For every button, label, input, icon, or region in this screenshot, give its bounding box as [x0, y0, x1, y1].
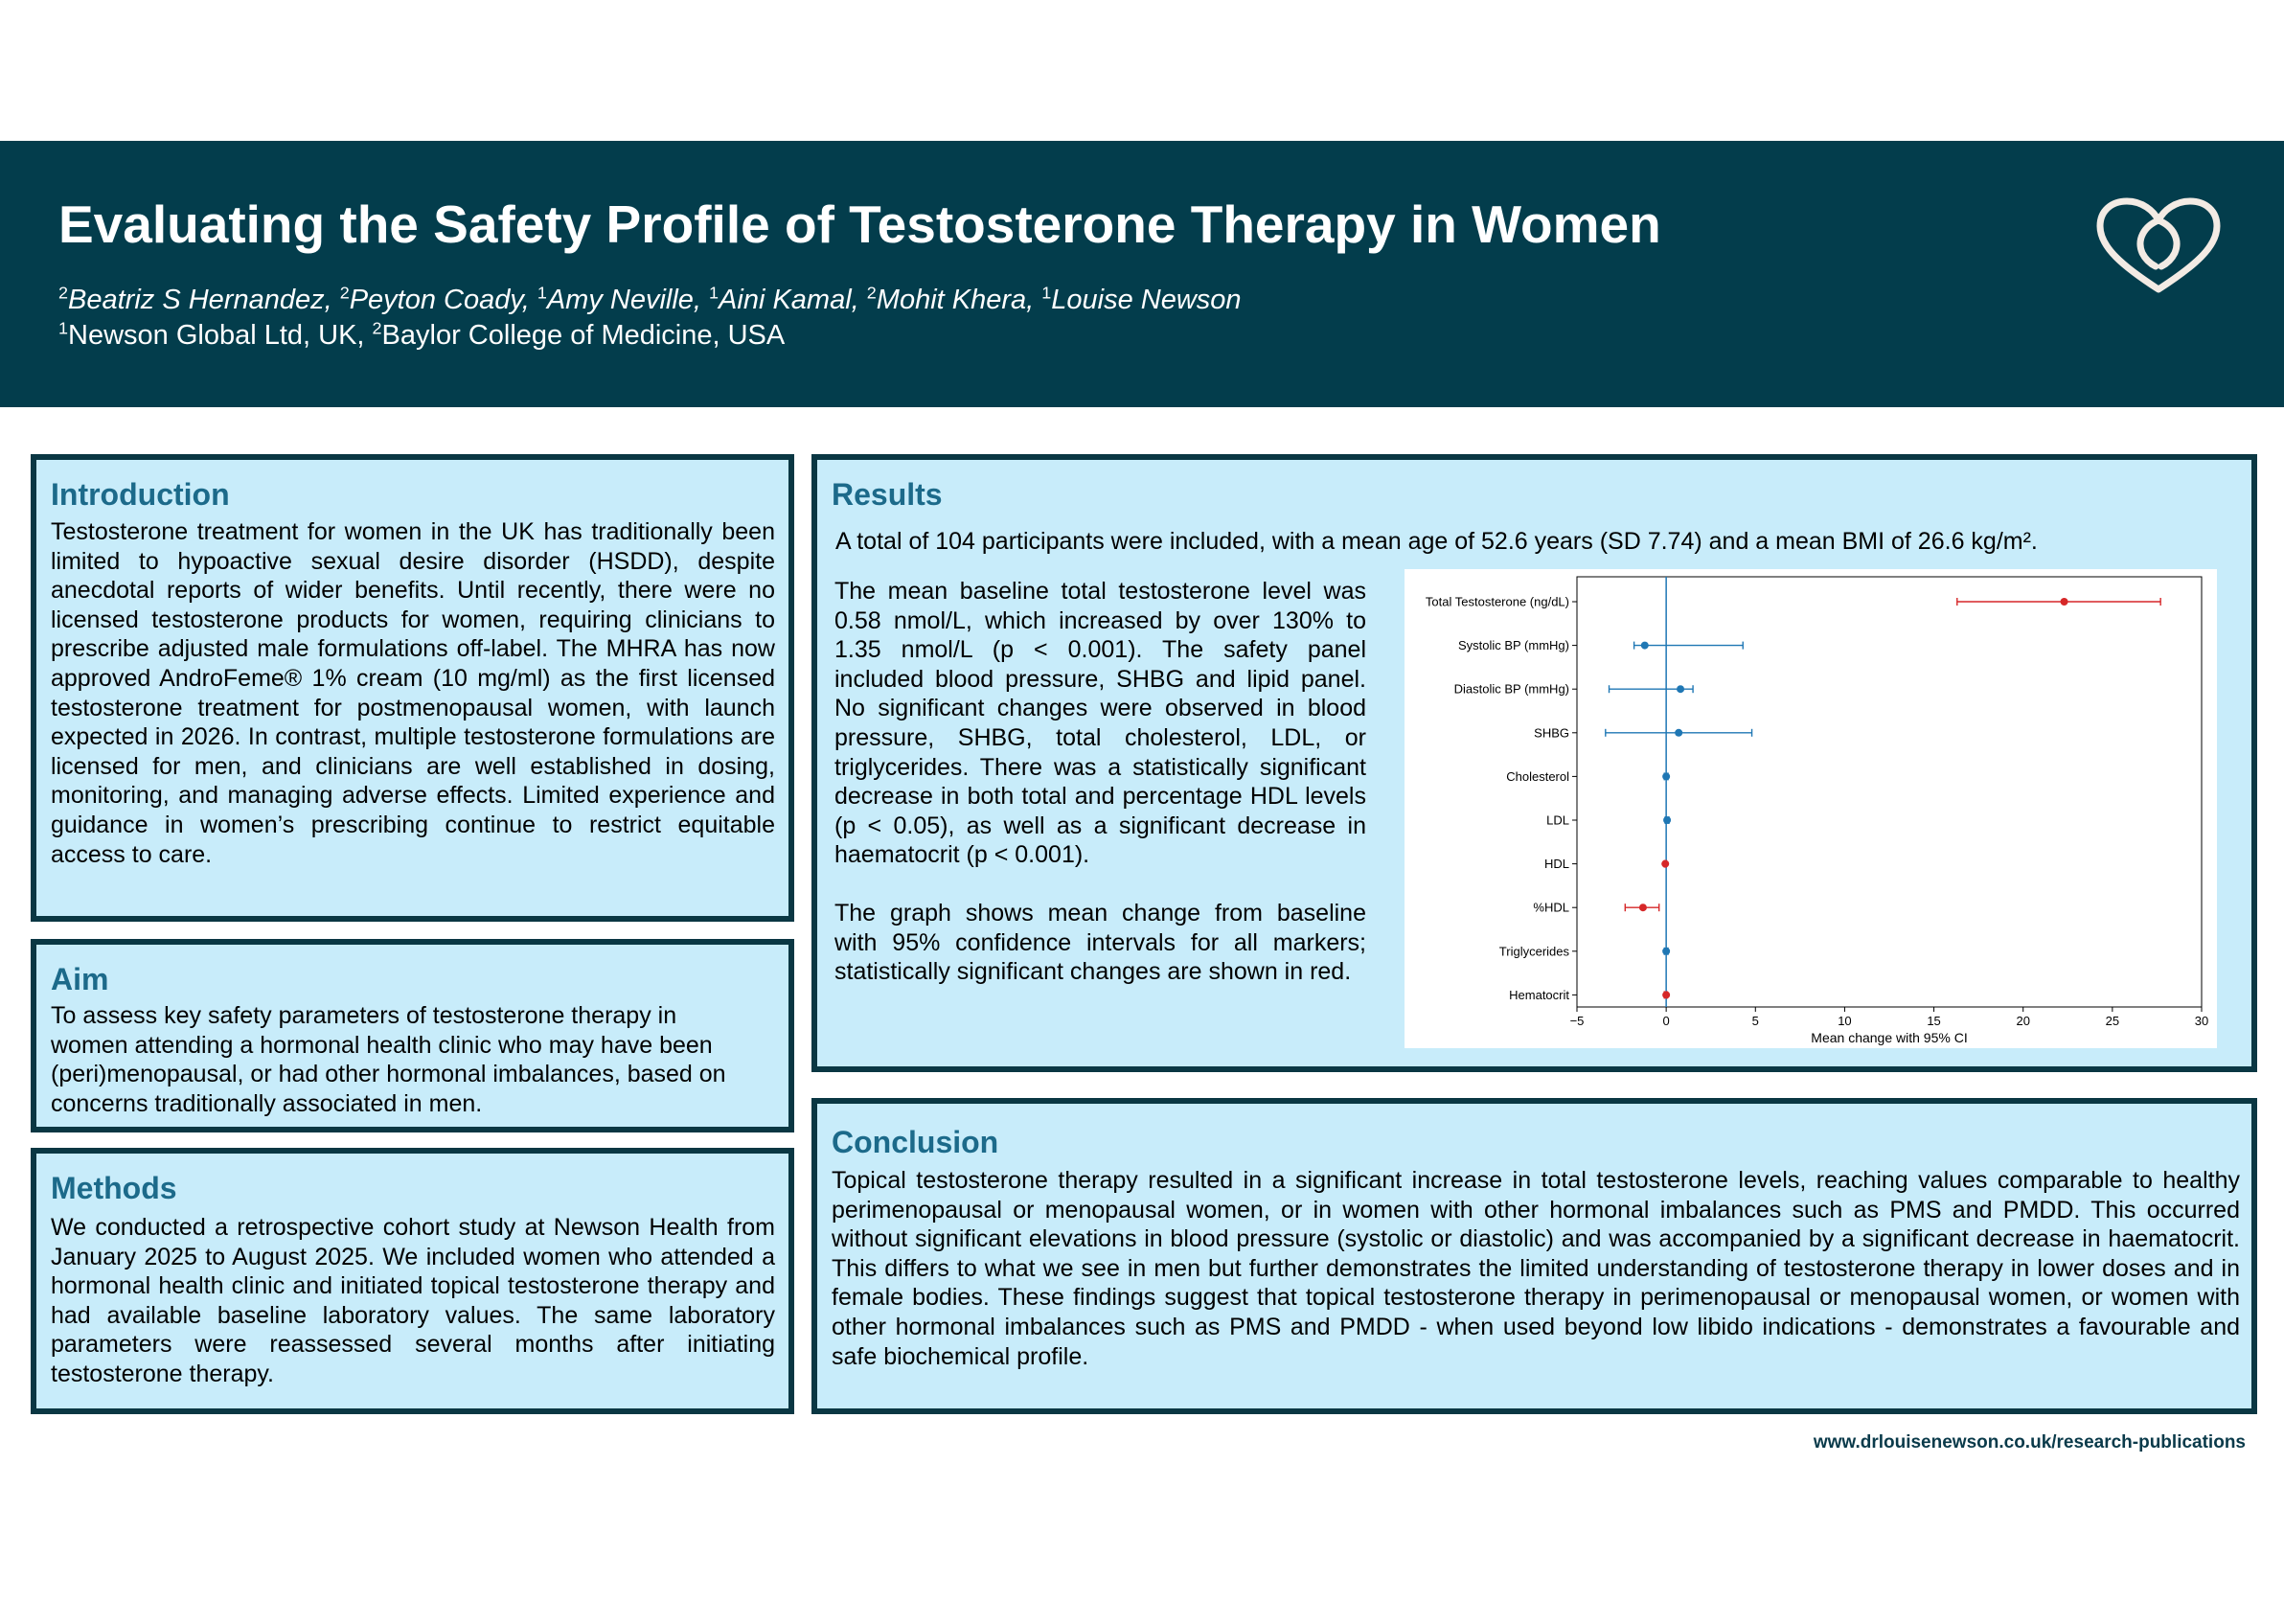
- introduction-text: Testosterone treatment for women in the UK has traditionally been limited to hypoactive sexual desire disorder (HSDD), despite anecdotal reports of wider benefits. Until recently, there were no licensed testosterone products for women, requiring clinicians to prescribe adjusted male formulations off-label. The MHRA has now approved AndroFeme® 1% cream (10 mg/ml) as the first licensed testosterone treatment for postmenopausal women, with launch expected in 2026. In contrast, multiple testosterone formulations are licensed for men, and clinicians are well established in dosing, monitoring, and managing adverse effects. Limited experience and guidance in women’s prescribing continue to restrict equitable access to care.: [51, 518, 775, 868]
- mean-point: [1677, 685, 1684, 693]
- y-tick-label: Total Testosterone (ng/dL): [1425, 594, 1569, 609]
- mean-point: [1675, 729, 1682, 737]
- x-tick-label: −5: [1569, 1014, 1585, 1028]
- aim-heading: Aim: [51, 962, 109, 996]
- y-tick-label: LDL: [1546, 812, 1569, 828]
- mean-point: [1662, 772, 1670, 780]
- mean-point: [1641, 642, 1649, 650]
- affiliation-list: [58, 320, 785, 352]
- author-entry: $^1$Louise Newson: [1041, 283, 1242, 315]
- mean-point: [1661, 860, 1669, 868]
- plot-frame: [1577, 577, 2202, 1007]
- methods-panel: [31, 1148, 794, 1414]
- aim-panel: [31, 939, 794, 1132]
- x-tick-label: 15: [1927, 1014, 1941, 1028]
- forest-plot-svg: [1405, 569, 2217, 1048]
- author-entry: $^2$Mohit Khera,: [866, 283, 1042, 315]
- affiliation-entry: $^2$Baylor College of Medicine, USA: [372, 318, 786, 351]
- introduction-panel: [31, 454, 794, 922]
- x-tick-label: 30: [2194, 1014, 2209, 1028]
- results-heading: Results: [832, 477, 943, 512]
- conclusion-text: Topical testosterone therapy resulted in a significant increase in total testosterone levels, reaching values comparable to healthy perimenopausal or menopausal women, or in women with other hormonal imbalances such as PMS and PMDD. This occurred without significant elevations in blood pressure (systolic or diastolic) and was accompanied by a significant decrease in haematocrit. This differs to what we see in men but further demonstrates the limited understanding of testosterone therapy in lower doses and in female bodies. These findings suggest that topical testosterone therapy in perimenopausal or menopausal women, or women with other hormonal imbalances such as PMS and PMDD - when used beyond low libido indications - demonstrates a favourable and safe biochemical profile.: [832, 1167, 2240, 1370]
- aim-text: To assess key safety parameters of testosterone therapy in women attending a hormonal health clinic who may have been (peri)menopausal, or had other hormonal imbalances, based on concerns traditionally associated in men.: [51, 1002, 726, 1117]
- introduction-heading: Introduction: [51, 477, 230, 512]
- mean-point: [2061, 598, 2068, 606]
- conclusion-panel: [811, 1098, 2257, 1414]
- y-tick-label: Triglycerides: [1498, 944, 1569, 959]
- y-tick-label: SHBG: [1534, 725, 1569, 741]
- author-entry: $^1$Amy Neville,: [537, 283, 710, 315]
- y-tick-label: Hematocrit: [1509, 987, 1569, 1002]
- footer-url[interactable]: www.drlouisenewson.co.uk/research-publications: [1813, 1432, 2246, 1452]
- results-summary: A total of 104 participants were included, with a mean age of 52.6 years (SD 7.74) and a mean BMI of 26.6 kg/m².: [835, 528, 2038, 555]
- forest-plot: [1405, 569, 2217, 1048]
- author-list: [58, 285, 1242, 316]
- y-tick-label: Cholesterol: [1506, 768, 1569, 784]
- mean-point: [1663, 816, 1671, 824]
- heart-logo-icon: [2094, 197, 2223, 295]
- methods-text: We conducted a retrospective cohort study at Newson Health from January 2025 to August 2025. We included women who attended a hormonal health clinic and initiated topical testosterone therapy and had available baseline laboratory values. The same laboratory parameters were reassessed several months after initiating testosterone therapy.: [51, 1214, 775, 1387]
- x-tick-label: 10: [1838, 1014, 1852, 1028]
- affiliation-entry: $^1$Newson Global Ltd, UK,: [58, 318, 373, 351]
- results-paragraph-1: The mean baseline total testosterone level was 0.58 nmol/L, which increased by over 130% to 1.35 nmol/L (p < 0.001). The safety panel included blood pressure, SHBG and lipid panel. No significant changes were observed in blood pressure, SHBG, total cholesterol, LDL, or triglycerides. There was a statistically significant decrease in both total and percentage HDL levels (p < 0.05), as well as a significant decrease in haematocrit (p < 0.001).: [834, 578, 1366, 869]
- x-tick-label: 5: [1751, 1014, 1759, 1028]
- poster-title: Evaluating the Safety Profile of Testosterone Therapy in Women: [58, 194, 1661, 254]
- author-entry: $^2$Peyton Coady,: [339, 283, 537, 315]
- y-tick-label: Systolic BP (mmHg): [1457, 638, 1569, 653]
- x-tick-label: 0: [1662, 1014, 1670, 1028]
- results-paragraph-2: The graph shows mean change from baseline with 95% confidence intervals for all markers; statistically significant changes are shown in red.: [834, 900, 1366, 986]
- methods-heading: Methods: [51, 1171, 177, 1205]
- y-tick-label: HDL: [1543, 857, 1569, 872]
- mean-point: [1662, 991, 1670, 998]
- x-tick-label: 25: [2105, 1014, 2120, 1028]
- author-entry: $^2$Beatriz S Hernandez,: [58, 283, 340, 315]
- x-axis-label: Mean change with 95% CI: [1811, 1030, 1968, 1045]
- mean-point: [1662, 948, 1670, 955]
- mean-point: [1639, 903, 1647, 911]
- y-tick-label: %HDL: [1533, 900, 1569, 915]
- author-entry: $^1$Aini Kamal,: [709, 283, 867, 315]
- conclusion-heading: Conclusion: [832, 1125, 999, 1159]
- y-tick-label: Diastolic BP (mmHg): [1453, 681, 1569, 697]
- header-banner: [0, 141, 2284, 407]
- x-tick-label: 20: [2016, 1014, 2030, 1028]
